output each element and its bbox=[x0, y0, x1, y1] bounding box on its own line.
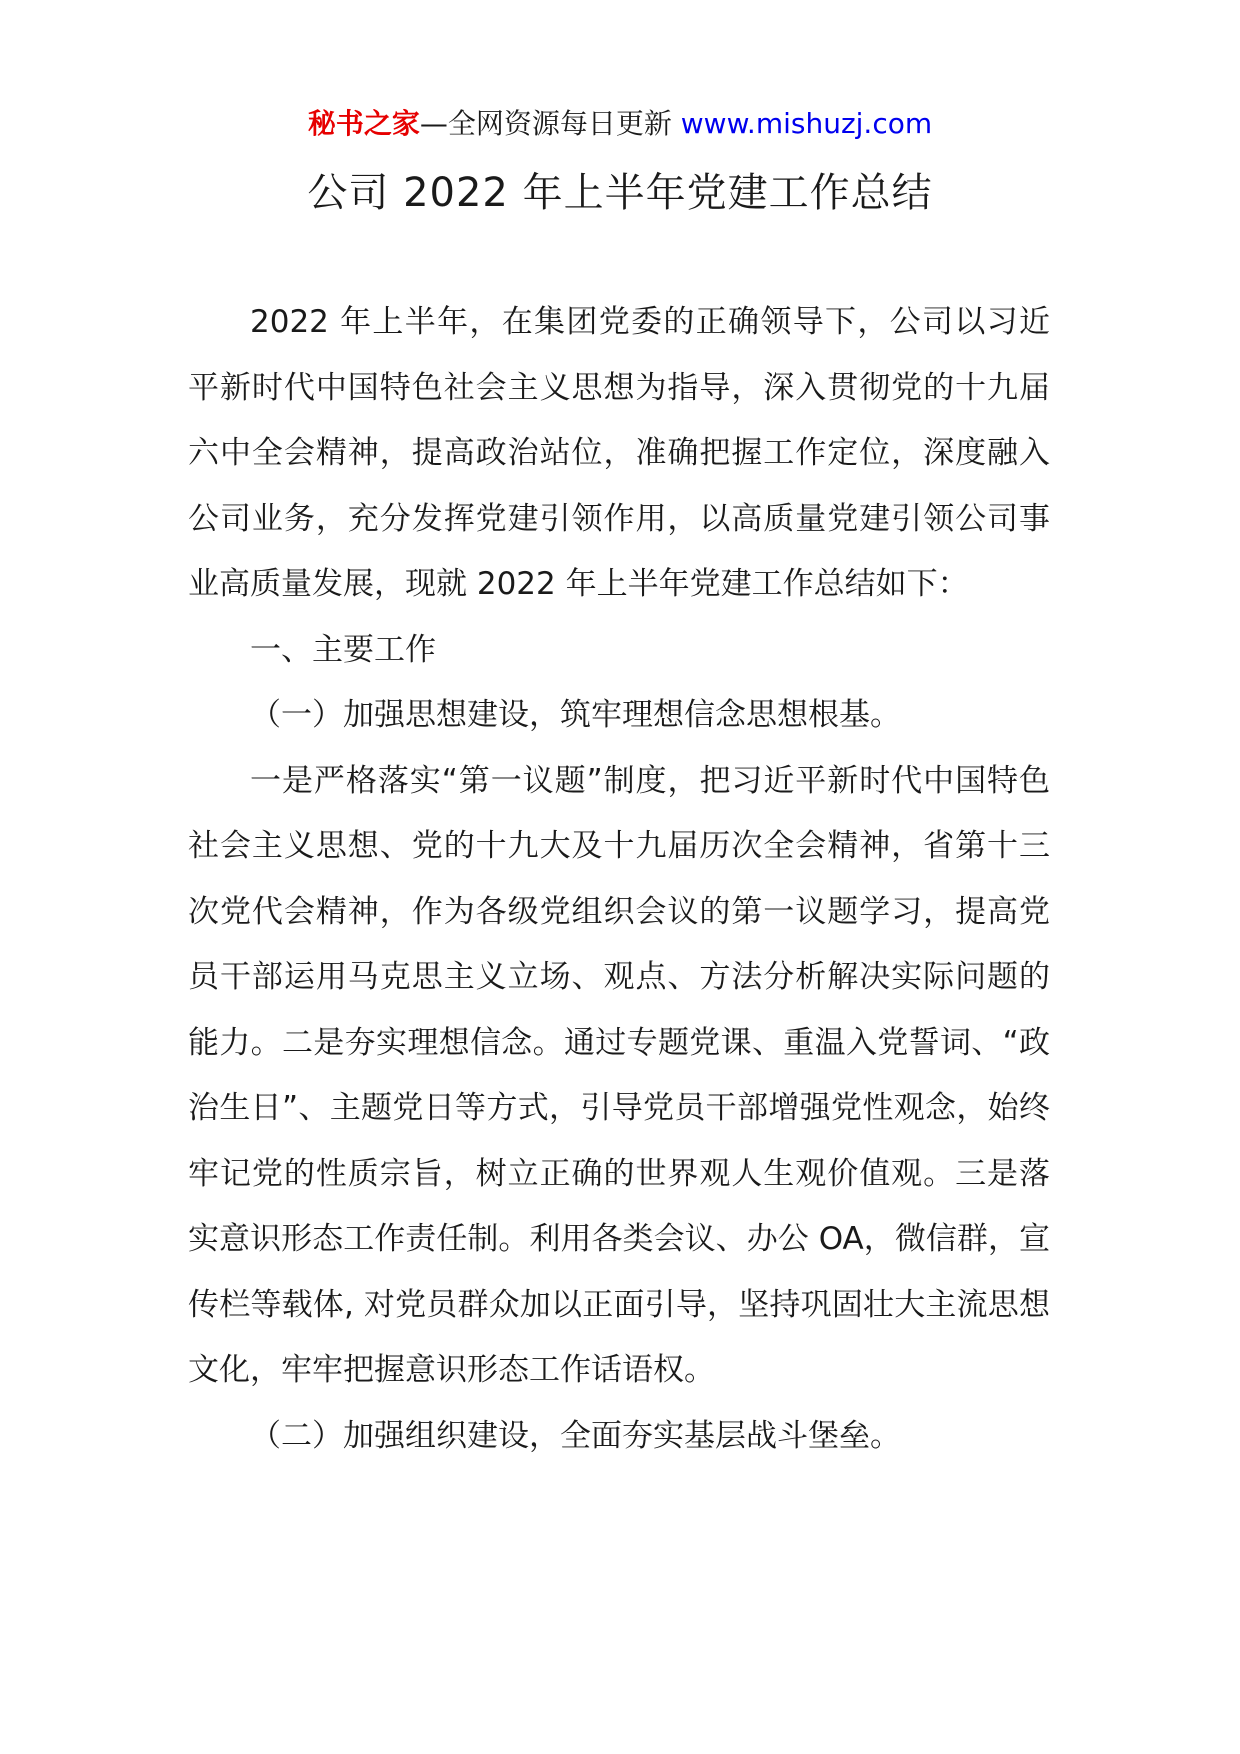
section-heading-main-work: 一、主要工作 bbox=[250, 631, 436, 668]
document-body bbox=[188, 290, 1050, 1469]
site-url-link[interactable]: www.mishuzj.com bbox=[680, 107, 933, 140]
document-title: 公司 2022 年上半年党建工作总结 bbox=[307, 170, 933, 216]
site-header bbox=[0, 104, 1240, 144]
brand-name: 秘书之家 bbox=[307, 107, 420, 140]
intro-paragraph: 2022 年上半年，在集团党委的正确领导下，公司以习近平新时代中国特色社会主义思想为指导，深入贯彻党的十九届六中全会精神，提高政治站位，准确把握工作定位，深度融入公司业务，充分发挥党建引领作用，以高质量党建引领公司事业高质量发展，现就 2022 年上半年党建工作总结如下： bbox=[188, 304, 1050, 602]
header-slogan: —全网资源每日更新 bbox=[419, 107, 681, 140]
subsection-heading-ideology: （一）加强思想建设，筑牢理想信念思想根基。 bbox=[250, 697, 901, 733]
subsection-heading-organization: （二）加强组织建设，全面夯实基层战斗堡垒。 bbox=[250, 1417, 901, 1454]
ideology-paragraph: 一是严格落实“第一议题”制度，把习近平新时代中国特色社会主义思想、党的十九大及十九届历次全会精神，省第十三次党代会精神，作为各级党组织会议的第一议题学习，提高党员干部运用马克思主义立场、观点、方法分析解决实际问题的能力。二是夯实理想信念。通过专题党课、重温入党誓词、“政治生日”、主题党日等方式，引导党员干部增强党性观念，始终牢记党的性质宗旨，树立正确的世界观人生观价值观。三是落实意识形态工作责任制。利用各类会议、办公 OA，微信群，宣传栏等载体, 对党员群众加以正面引导，坚持巩固壮大主流思想文化，牢牢把握意识形态工作话语权。 bbox=[188, 762, 1050, 1388]
